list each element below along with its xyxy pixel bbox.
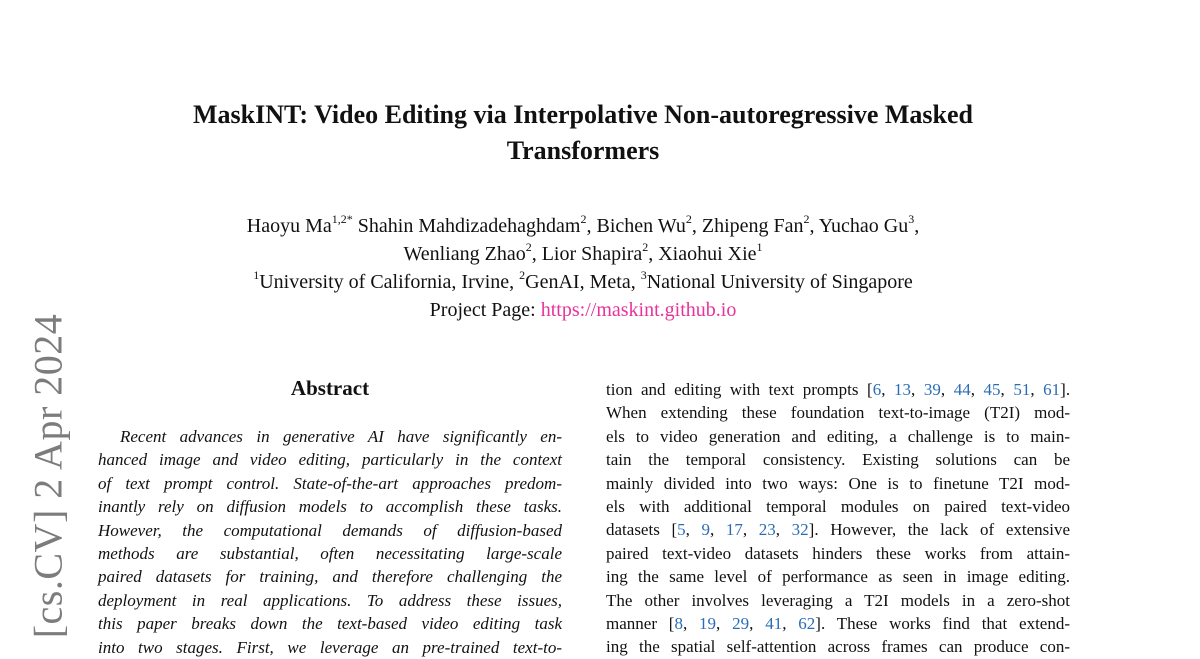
body-text-line: ing the spatial self-attention across frames can produce con-: [606, 637, 1070, 657]
title-line-2: Transformers: [506, 136, 660, 165]
abstract-heading: Abstract: [290, 376, 370, 400]
body-text-line: tain the temporal consistency. Existing solutions can be: [606, 450, 1070, 470]
arxiv-identifier-stamp: [cs.CV] 2 Apr 2024: [25, 313, 71, 639]
citation-link[interactable]: 44: [953, 380, 971, 399]
body-text-line: els to video generation and editing, a challenge is to main-: [606, 426, 1070, 446]
citation-link[interactable]: 19: [699, 614, 717, 634]
affiliation-name: University of California, Irvine: [259, 271, 510, 293]
author-name: Xiaohui Xie: [658, 243, 757, 265]
author-superscript: 3: [908, 212, 915, 227]
separator: ,: [630, 271, 641, 293]
separator: ,: [509, 271, 520, 293]
abstract-line: of text prompt control. State-of-the-art approaches predom-: [98, 473, 562, 493]
separator: ,: [809, 215, 819, 237]
author-name: Yuchao Gu: [818, 215, 909, 237]
citation-link[interactable]: 8: [674, 614, 683, 634]
affiliation-name: National University of Singapore: [646, 271, 913, 293]
author-name: Zhipeng Fan: [701, 215, 804, 237]
author-name: Bichen Wu: [596, 215, 686, 237]
abstract-line: paired datasets for training, and therefore challenging the: [98, 567, 562, 587]
separator: ,: [531, 243, 542, 265]
citation-link[interactable]: 17: [725, 520, 743, 540]
citation-link[interactable]: 51: [1013, 380, 1031, 399]
abstract-line: Recent advances in generative AI have significantly en-: [120, 427, 562, 446]
citation-link[interactable]: 45: [983, 380, 1001, 399]
citation-link[interactable]: 29: [732, 614, 750, 634]
abstract-line: deployment in real applications. To address these issues,: [98, 590, 562, 610]
citation-link[interactable]: 62: [798, 614, 816, 634]
title-line-1: MaskINT: Video Editing via Interpolative Non-autoregressive Masked: [192, 100, 973, 129]
author-superscript: 1,2: [331, 212, 347, 227]
body-text-line: els with additional temporal modules on paired text-video: [606, 497, 1070, 517]
citation-link[interactable]: 41: [765, 614, 783, 634]
separator: ,: [586, 215, 597, 237]
author-superscript: 2: [803, 212, 810, 227]
author-superscript: 2: [525, 240, 532, 255]
affiliation-superscript: 2: [519, 268, 526, 283]
author-superscript: 2: [580, 212, 587, 227]
citation-link[interactable]: 39: [923, 380, 941, 399]
citation-link[interactable]: 9: [701, 520, 710, 540]
author-name: Shahin Mahdizadehaghdam: [357, 215, 581, 237]
abstract-line: methods are substantial, often necessitating large-scale: [98, 544, 562, 564]
separator: ,: [914, 215, 920, 237]
abstract-body: [98, 425, 562, 659]
author-name: Lior Shapira: [541, 243, 643, 265]
author-superscript: 1: [756, 240, 763, 255]
abstract-line: into two stages. First, we leverage an pre-trained text-to-: [98, 637, 562, 657]
author-name: Wenliang Zhao: [403, 243, 526, 265]
affiliation-superscript: 3: [640, 268, 647, 283]
author-name: Haoyu Ma: [246, 215, 332, 237]
author-block: [140, 212, 1026, 324]
author-superscript: 2: [642, 240, 649, 255]
citation-link[interactable]: 61: [1043, 380, 1061, 399]
affiliation-line: [140, 268, 1026, 296]
body-text-line: tion and editing with text prompts [6, 13, 39, 44, 45, 51, 61].: [606, 380, 1071, 399]
project-page-line: [140, 296, 1026, 324]
citation-link[interactable]: 23: [758, 520, 776, 540]
abstract-line: inantly rely on diffusion models to accomplish these tasks.: [98, 497, 562, 517]
affiliation-superscript: 1: [253, 268, 260, 283]
body-text-line: When extending these foundation text-to-image (T2I) mod-: [606, 403, 1070, 423]
abstract-line: hanced image and video editing, particularly in the context: [98, 450, 562, 470]
abstract-line: this paper breaks down the text-based video editing task: [98, 614, 562, 634]
introduction-body: [606, 378, 1070, 659]
abstract-line: However, the computational demands of diffusion-based: [98, 520, 562, 540]
project-page-link[interactable]: https://maskint.github.io: [540, 299, 737, 321]
project-page-label: Project Page:: [429, 299, 541, 321]
citation-link[interactable]: 6: [872, 380, 882, 399]
affiliation-name: GenAI, Meta: [525, 271, 631, 293]
citation-link[interactable]: 13: [894, 380, 912, 399]
corresponding-author-mark: *: [346, 212, 353, 227]
body-text-line: datasets [5, 9, 17, 23, 32]. However, the lack of extensive: [606, 520, 1071, 540]
body-text-line: paired text-video datasets hinders these works from attain-: [606, 543, 1070, 563]
body-text-line: The other involves leveraging a T2I models in a zero-shot: [606, 590, 1070, 610]
citation-link[interactable]: 32: [791, 520, 809, 540]
author-line-1: [140, 212, 1026, 240]
separator: ,: [648, 243, 659, 265]
body-text-line: ing the same level of performance as seen in image editing.: [606, 567, 1070, 587]
body-text-line: manner [8, 19, 29, 41, 62]. These works find that extend-: [606, 614, 1071, 634]
author-superscript: 2: [685, 212, 692, 227]
separator: ,: [691, 215, 702, 237]
body-text-line: mainly divided into two ways: One is to finetune T2I mod-: [606, 473, 1070, 493]
paper-title: [140, 97, 1026, 169]
author-line-2: [140, 240, 1026, 268]
citation-link[interactable]: 5: [677, 520, 686, 540]
